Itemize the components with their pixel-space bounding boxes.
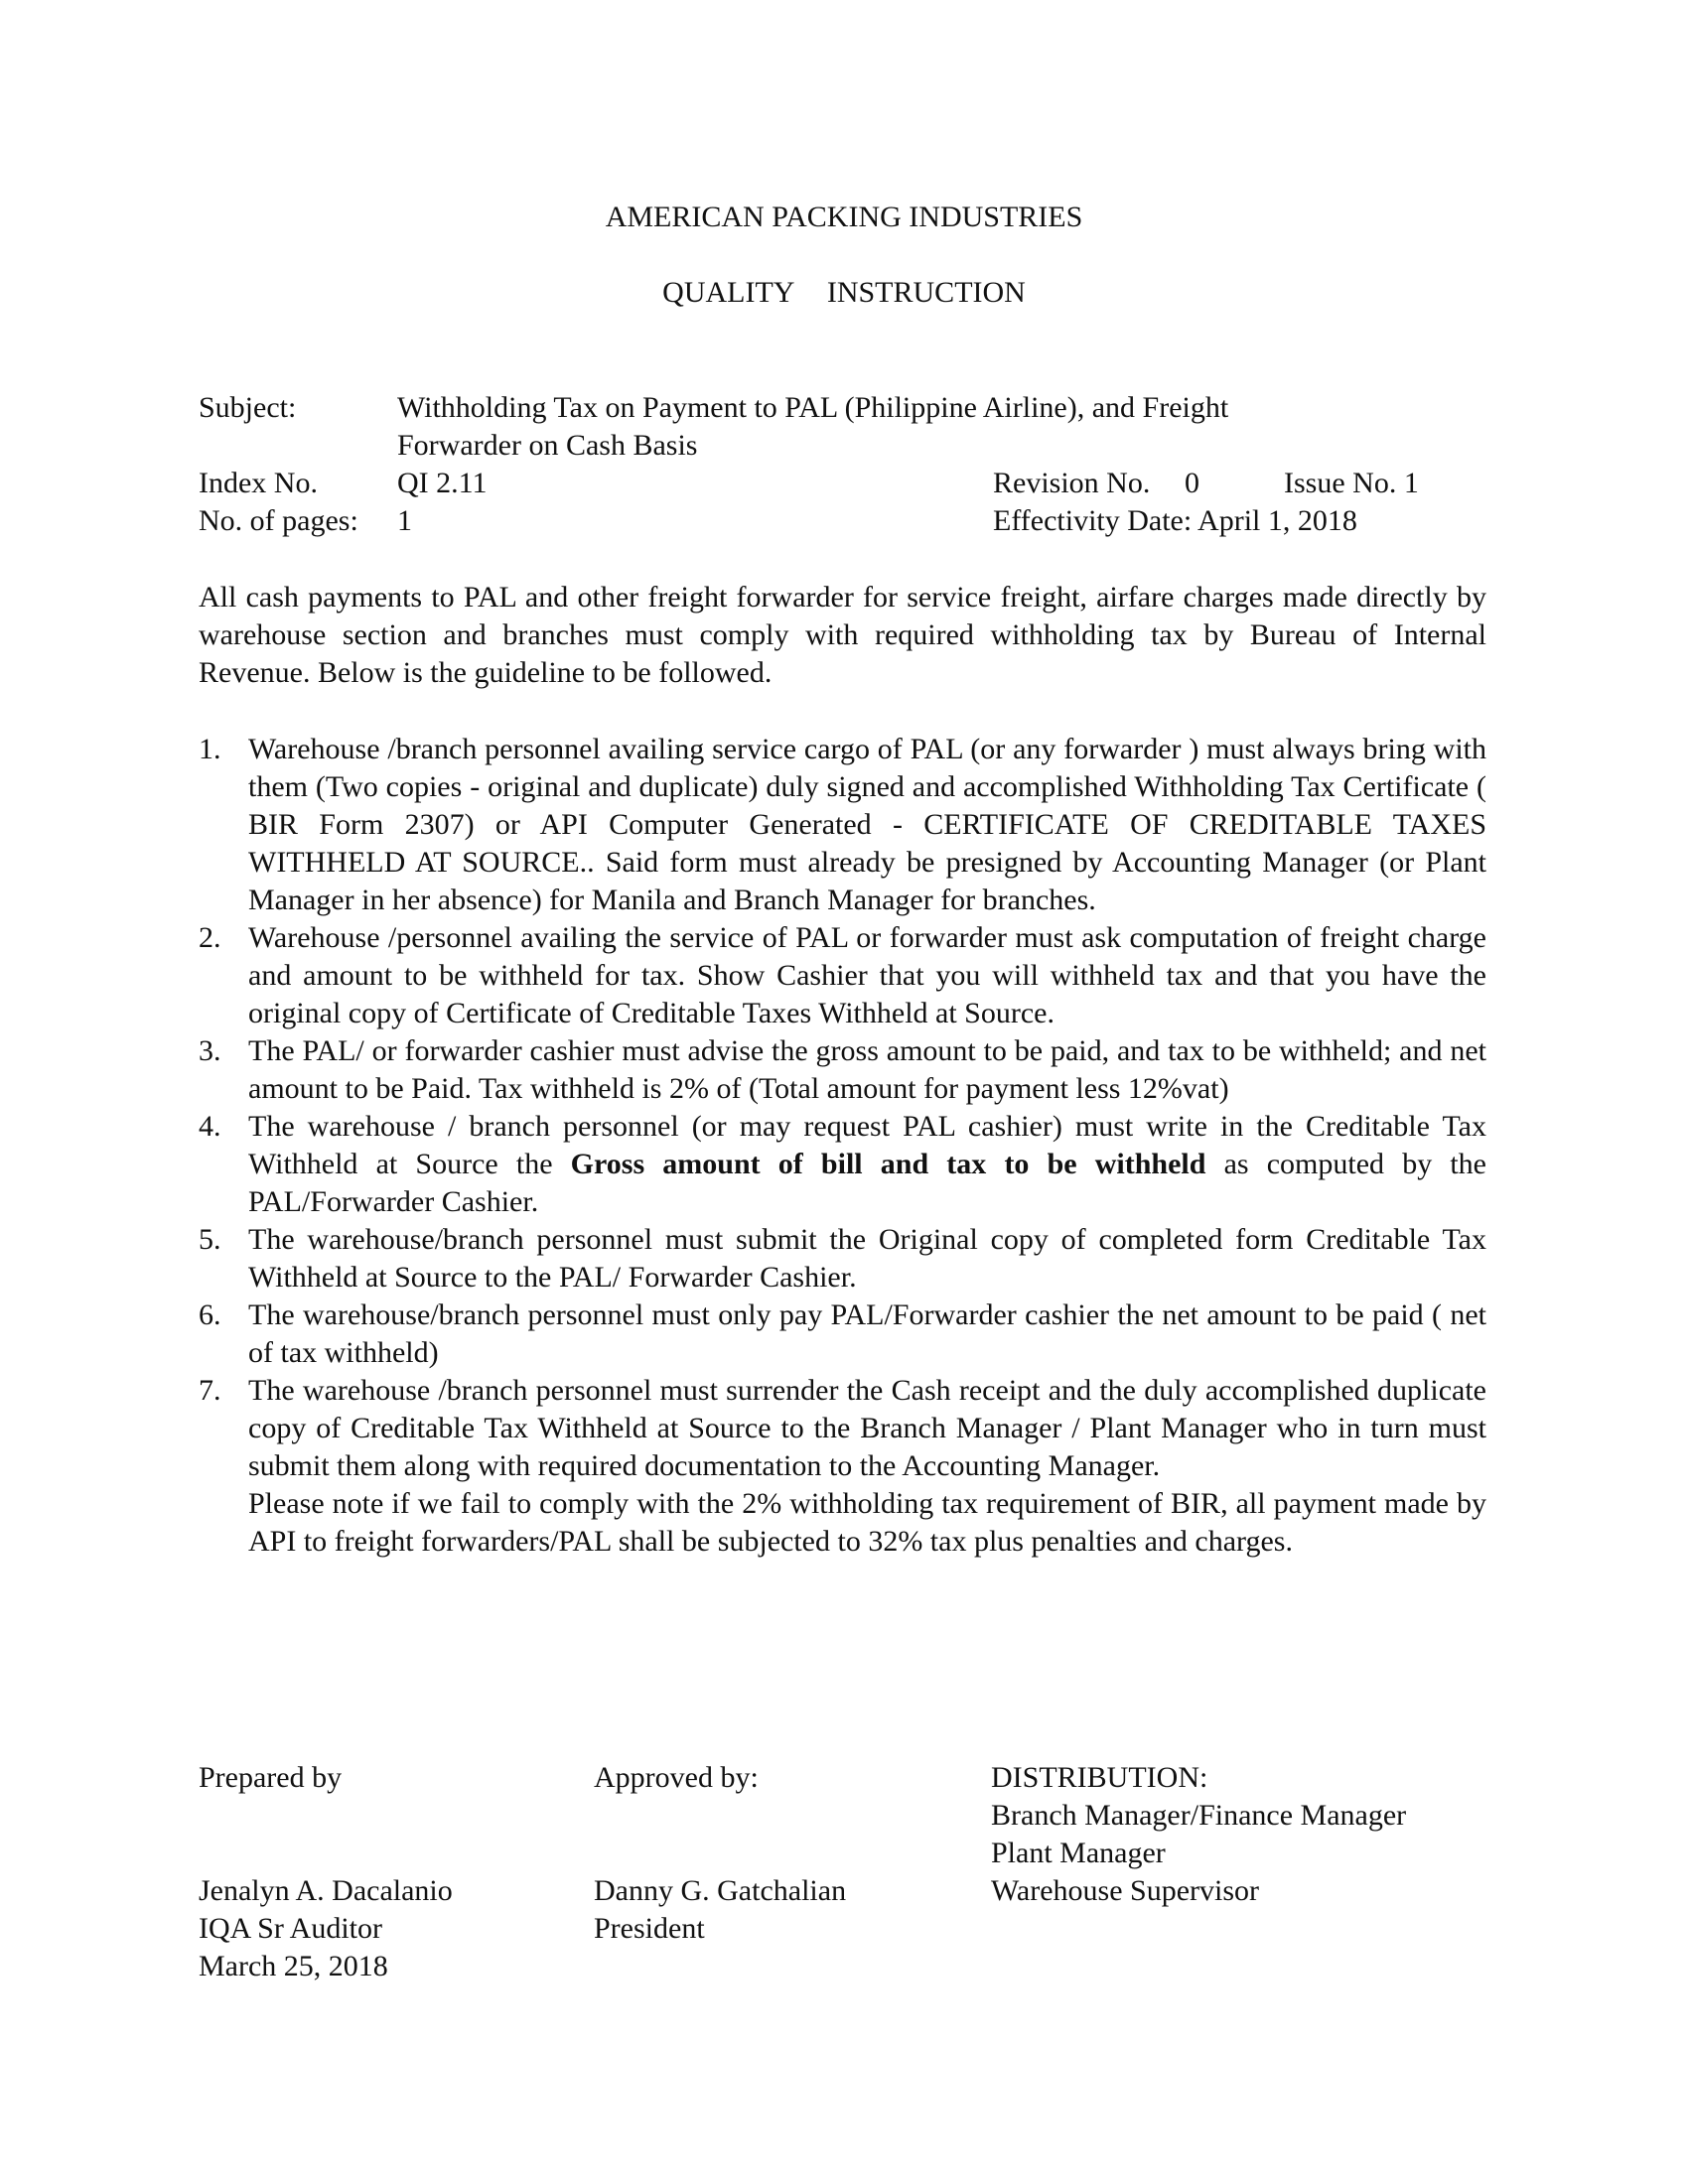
step-text-before: The warehouse / branch personnel (or may request PAL cashier) must write in the Creditable Tax Withheld at Source the [248, 1110, 1486, 1180]
approved-name: Danny G. Gatchalian [594, 1874, 847, 1907]
step-text: The warehouse/branch personnel must only pay PAL/Forwarder cashier the net amount to be paid ( net of tax withheld) [248, 1298, 1486, 1369]
spacer [594, 1797, 846, 1835]
company-name: AMERICAN PACKING INDUSTRIES [605, 201, 1083, 233]
step-text-after: as computed by the PAL/Forwarder Cashier. [248, 1148, 1486, 1218]
pages-row [199, 502, 1489, 540]
step-number: 5. [199, 1223, 221, 1256]
approved-label: Approved by: [594, 1761, 759, 1794]
subject-line-1: Withholding Tax on Payment to PAL (Philippine Airline), and Freight [397, 391, 1229, 424]
step-text-bold: Gross amount of bill and tax to be withheld [570, 1148, 1206, 1180]
subject-row [199, 389, 1489, 427]
spacer [199, 1797, 453, 1835]
list-item [199, 1372, 1486, 1485]
list-item [199, 1221, 1486, 1297]
prepared-name: Jenalyn A. Dacalanio [199, 1874, 453, 1907]
list-item [199, 1032, 1486, 1108]
distribution-item: Plant Manager [991, 1837, 1166, 1869]
index-value: QI 2.11 [397, 467, 488, 499]
index-label: Index No. [199, 467, 318, 499]
step-number: 6. [199, 1298, 221, 1331]
prepared-date: March 25, 2018 [199, 1950, 388, 1982]
step-number: 7. [199, 1374, 221, 1407]
list-item [199, 1297, 1486, 1372]
prepared-label: Prepared by [199, 1761, 343, 1794]
distribution-item: Branch Manager/Finance Manager [991, 1799, 1407, 1832]
step-text: The warehouse /branch personnel must surrender the Cash receipt and the duly accomplished duplicate copy of Creditable Tax Withheld at Source to the Branch Manager / Plant Manager who in turn must submit them along with required documentation to the Accounting Manager. [248, 1374, 1486, 1482]
step-number: 4. [199, 1110, 221, 1143]
list-item [199, 1108, 1486, 1221]
step-text: Warehouse /personnel availing the service of PAL or forwarder must ask computation of freight charge and amount to be withheld for tax. Show Cashier that you will withheld tax and that you have the original copy of Certificate of Creditable Taxes Withheld at Source. [248, 921, 1486, 1029]
step-text: Warehouse /branch personnel availing service cargo of PAL (or any forwarder ) must always bring with them (Two copies - original and duplicate) duly signed and accomplished Withholding Tax Certificate ( BIR Form 2307) or API Computer Generated - CERTIFICATE OF CREDITABLE TAXES WITHHELD AT SOURCE.. Said form must already be presigned by Accounting Manager (or Plant Manager in her absence) for Manila and Branch Manager for branches. [248, 733, 1486, 916]
approved-title: President [594, 1912, 705, 1945]
effectivity-date: Effectivity Date: April 1, 2018 [993, 504, 1357, 537]
list-item [199, 919, 1486, 1032]
document-meta [199, 389, 1489, 540]
distribution-column [991, 1759, 1406, 1910]
list-item [199, 731, 1486, 919]
step-number: 2. [199, 921, 221, 954]
step-number: 3. [199, 1034, 221, 1067]
step-text: The PAL/ or forwarder cashier must advise the gross amount to be paid, and tax to be withheld; and net amount to be Paid. Tax withheld is 2% of (Total amount for payment less 12%vat) [248, 1034, 1486, 1105]
intro-paragraph: All cash payments to PAL and other freight forwarder for service freight, airfare charges made directly by warehouse section and branches must comply with required withholding tax by Bureau of Internal Revenue. Below is the guideline to be followed. [199, 581, 1486, 689]
guideline-steps [199, 731, 1486, 1561]
compliance-note: Please note if we fail to comply with the 2% withholding tax requirement of BIR, all payment made by API to freight forwarders/PAL shall be subjected to 32% tax plus penalties and charges. [248, 1487, 1486, 1558]
spacer [199, 1835, 453, 1872]
step-number: 1. [199, 733, 221, 765]
issue-number: Issue No. 1 [1284, 467, 1419, 499]
pages-value: 1 [397, 504, 412, 537]
index-row [199, 465, 1489, 502]
subject-label: Subject: [199, 391, 297, 424]
revision-label: Revision No. [993, 467, 1151, 499]
approved-by-column [594, 1759, 846, 1948]
step-text: The warehouse/branch personnel must submit the Original copy of completed form Creditable Tax Withheld at Source to the PAL/ Forwarder Cashier. [248, 1223, 1486, 1294]
document-type: QUALITY INSTRUCTION [662, 276, 1026, 309]
prepared-title: IQA Sr Auditor [199, 1912, 383, 1945]
prepared-by-column [199, 1759, 453, 1985]
distribution-label: DISTRIBUTION: [991, 1761, 1208, 1794]
subject-line-2: Forwarder on Cash Basis [397, 429, 698, 462]
distribution-item: Warehouse Supervisor [991, 1874, 1260, 1907]
pages-label: No. of pages: [199, 504, 358, 537]
subject-row-2 [199, 427, 1489, 465]
spacer [594, 1835, 846, 1872]
revision-value: 0 [1185, 467, 1199, 499]
